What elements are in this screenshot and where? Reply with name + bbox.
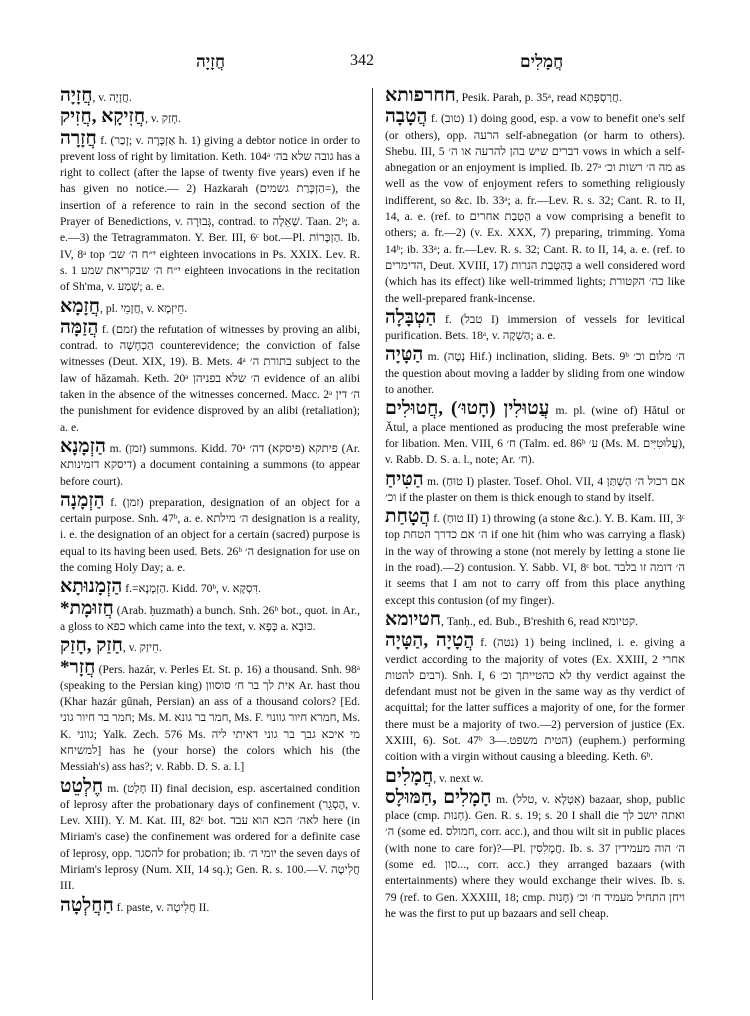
dictionary-entry: [60, 316, 360, 436]
dictionary-entry: [385, 786, 686, 922]
entry-headword: *חֲזוּמָת: [60, 597, 114, 619]
dictionary-entry: [60, 489, 361, 576]
entry-definition: , v. next w.: [433, 771, 484, 785]
dictionary-entry: [385, 468, 685, 507]
left-running-head: חֲזָיָה: [196, 52, 226, 71]
entry-headword: הַזְמָנָה: [60, 489, 105, 511]
dictionary-entry: [60, 894, 360, 916]
column-divider: [372, 88, 373, 1000]
dictionary-entry: [385, 344, 686, 398]
entry-definition: f. (טוב) 1) doing good, esp. a vow to benefit one's self (or others), opp. הרעה self-abnegation (or harm to others). Shebu. III, 5 דברים שיש בהן להרעה או ה׳ vows in which a self-abnegation or an enjoyment is implied. Ib. 27ᵃ מה ה׳ רשות וכ׳ as well as the vow of enjoyment refers to something religiously indifferent, so &c. Ib. 33ᵃ; a. fr.—Lev. R. s. 32; Cant. R. to II, 14, a. e. (ref. to הַטְבַת אחרים a vow comprising a benefit to others; a. fr.—2) (v. Ex. XXX, 7) preparing, trimming. Yoma 14ᵇ; ib. 33ᵃ; a. fr.—Lev. R. s. 32; Cant. R. to II, 14, a. e. (ref. to הדימרים, Deut. XVIII, 17) כְּהַטָּבַת הנרות a well considered word (which has its effect) like well-trimmed lights; כה׳ הקטורת like the well-prepared frank-incense.: [385, 112, 686, 305]
entry-headword: עֲטוּלִין (חָטוּ׳) ,חֲטוּלִים: [385, 398, 550, 420]
page-header: [0, 52, 750, 76]
entry-definition: , pl. חֲזָמֵי, v. חֵיזְמָא.: [100, 301, 188, 315]
entry-headword: הֲטָיָה ,הַטָּיָה: [385, 630, 475, 652]
entry-definition: , v. חֲזָיָה.: [92, 91, 132, 104]
right-running-head: חֲמָלִים: [520, 52, 564, 71]
entry-headword: חֲזָיָה: [60, 85, 93, 106]
entry-definition: , Tanḥ., ed. Bub., B'reshith 6, read קטיומא.: [441, 614, 638, 628]
dictionary-entry: [385, 398, 686, 468]
entry-definition: m. (טלל, v. אִטְלָא) bazaar, shop, public place (cmp. חְנוּת). Gen. R. s. 19; s. 20 I shall die ואתה יושב לך ה׳ (some ed. חמולס, corr. acc.), and thou wilt sit in public places (with none to care for)?—Pl. חֲמָלִסִין. Ib. s. 37 ה׳ הוה מעמידין (some ed. סון..., corr. acc.) they arranged bazaars (with entertainments) where they would exchange their wives. Ib. s. 79 (ref. to Gen. XXXIII, 18; cmp. חָנוּת) ויחן התחיל מעמיד ח׳ וכ׳ he was the first to put up bazaars and sell cheap.: [385, 792, 686, 920]
dictionary-entry: [60, 85, 360, 106]
entry-headword: חָמָלִים ,חַמּוּלָס: [385, 786, 492, 808]
dictionary-entry: [60, 127, 360, 296]
page-number: 342: [350, 52, 374, 69]
entry-definition: f. (זמן) preparation, designation of an object for a certain purpose. Snh. 47ᵇ, a. e. ה׳ מילתא designation is a reality, i. e. the designation of an object for a certain (sacred) purpose is equal to its having been used. Bets. 26ᵇ ה׳ designation for use on the coming Holy Day; a. e.: [60, 495, 361, 575]
entry-definition: m. (זמן) summons. Kidd. 70ᵃ פיתקא (פיסקא) דה׳ (Ar. דיסקא דזמינותא) a document containing a summons (to appear before court).: [60, 441, 360, 488]
entry-headword: חַזַק ,חָזַק: [60, 635, 123, 657]
entry-definition: m. (נָטָה Hif.) inclination, sliding. Bets. 9ᵇ ה׳ מלום וכ׳ the question about moving a ladder by sliding from one window to another.: [385, 350, 686, 397]
entry-headword: הַטִּיחַ: [385, 468, 424, 490]
dictionary-entry: [385, 506, 685, 609]
dictionary-entry: [60, 775, 361, 895]
entry-definition: , v. חָזַק.: [145, 112, 181, 126]
dictionary-entry: [60, 106, 360, 128]
entry-headword: הַטְבָּלָה: [385, 306, 437, 328]
entry-definition: , Pesik. Parah, p. 35ᵃ, read חֲרַסְפְּתָא.: [455, 91, 622, 104]
entry-headword: חֲזָרָה: [60, 127, 97, 149]
dictionary-entry: [385, 306, 685, 345]
dictionary-entry: [385, 106, 686, 307]
dictionary-entry: [60, 597, 360, 636]
entry-definition: f. (נטה) 1) being inclined, i. e. giving a verdict according to the majority of votes (Ex. XXIII, 2 אחרי רבים להטות). Snh. I, 6 לא כהטייתך וכ׳ thy verdict against the defendant must not be given in the same way as thy verdict of acquittal; for the latter suffices a majority of one, for the former there must be a majority of two.—2) perversion of justice (Ex. XXIII, 6). Sot. 47ᵇ הטית משפט.—3) (euphem.) performing coition with a virgin without causing a bleeding. Keth. 6ᵇ.: [385, 636, 686, 764]
entry-headword: חֶלְטֵט: [60, 775, 104, 797]
entry-definition: f. paste, v. חֲלִיטָה II.: [113, 900, 210, 914]
dictionary-entry: [385, 608, 685, 630]
dictionary-entry: [385, 765, 685, 787]
entry-headword: הֲטָחַת: [385, 506, 431, 528]
entry-definition: (Pers. hazár, v. Perles Et. St. p. 16) a thousand. Snh. 98ᵃ (speaking to the Persian king) אית לך בר ח׳ סוסוון Ar. hast thou (Khar hazár gûnah, Persian) an ass of a thousand colors? [Ed. חמר בר חיור גוני; Ms. M. חמר בר גונא, Ms. F. חמרא חיור גוונוי, Ms. K. גווני; Yalk. Zech. 576 Ms. מי איכא גבך בר גוני דאיתי ליה למשיחא] has he (your horse) the colors which his (the Messiah's) ass has?; v. Rabb. D. S. a. l.]: [60, 662, 361, 774]
entry-definition: , v. חֵיזַק.: [122, 641, 162, 655]
dictionary-entry: [60, 656, 361, 776]
entry-headword: הֲטָבָה: [385, 106, 428, 128]
dictionary-entry: [60, 295, 360, 317]
entry-definition: f. (זמם) the refutation of witnesses by proving an alibi, contrad. to הַכְחָשָׁה counterevidence; the conviction of false witnesses (Deut. XIX, 19). B. Mets. 4ᵃ בתורת ה׳ subject to the law of hăzamah. Keth. 20ᵃ ה׳ שלא בפניהן evidence of an alibi taken in the absence of the witnesses concerned. Macc. 2ᵃ ה׳ דין the punishment for evidence disproved by an alibi (retaliation); a. e.: [60, 322, 360, 434]
entry-headword: חַחֲלְטָה: [60, 894, 114, 916]
entry-headword: חֲזָמָא: [60, 295, 101, 317]
entry-definition: m. (חָלַט II) final decision, esp. ascertained condition of leprosy after the probationary days of confinement (הֶסְגֵר, v. Lev. XIII). Y. M. Kat. III, 82ᶜ bot. לאה׳ הכא הוא עבד here (in Miriam's case) the confinement was ordered for a definite case of leprosy, opp. להסגר for probation; ib. יומי ה׳ the seven days of Miriam's leprosy (Num. XII, 14 sq.); Gen. R. s. 100.—V. חֲלִיטָה III.: [60, 781, 361, 893]
entry-headword: חֲמָלִים: [385, 765, 434, 787]
entry-definition: (Arab. ḥuzmath) a bunch. Snh. 26ᵇ bot., quot. in Ar., a gloss to כפא which came into the text, v. כָּפָא a. כּוּבָא.: [60, 603, 360, 633]
entry-definition: f. (זָכַר; v. אַזְכָּרָה h. 1) giving a debtor notice in order to prevent loss of right by limitation. Keth. 104ᵃ גובה שלא בה׳ has a right to collect (after the lapse of twenty five years) even if he has given no notice.— 2) Hazkarah (הַזְכָּרַת גשמים=), the insertion of a reference to rain in the second section of the Prayer of Benedictions, v. גְּבוּרָה, contrad. to שְׁאֵלָה. Taan. 2ᵇ; a. e.—3) the Tetragrammaton. Y. Ber. III, 6ᶜ bot.—Pl. הַזְכָּרוֹת. Ib. IV, 8ᵃ top י״ח ה׳ שב׳ eighteen invocations in Ps. XXIX. Lev. R. s. 1 י״ח ה׳ שבקריאת שמע eighteen invocations in the recitation of Sh'ma, v. שְׁמַע; a. e.: [60, 133, 360, 294]
entry-headword: הַטָּיָה: [385, 344, 424, 366]
entry-headword: הַזְמָנָא: [60, 435, 106, 457]
entry-headword: הַזְמָנוּתָא: [60, 576, 123, 598]
entry-headword: חטיומא: [385, 608, 442, 630]
entry-headword: חחרפותא: [385, 85, 456, 106]
entry-definition: m. (טוּחַ I) plaster. Tosef. Ohol. VII, 4 אם רכול ה׳ הַשְׁתַּן וכ׳ if the plaster on them is thick enough to stand by itself.: [385, 474, 685, 504]
entry-definition: f. (טבל I) immersion of vessels for levitical purification. Bets. 18ᵃ, v. הַשְׁקָה; a. e.: [385, 312, 685, 343]
entry-definition: f. (טוּחַ II) 1) throwing (a stone &c.). Y. B. Kam. III, 3ᶜ top ה׳ אם כדרך הטחת if one hit (him who was carrying a flask) in the way of throwing a stone (not merely by letting a stone lie in the road).—2) contusion. Y. Sabb. VI, 8ᶜ bot. ה׳ דומה זו בלבד it seems that I am not to carry off from this place anything except this contusion (of my finger).: [385, 512, 685, 607]
dictionary-entry: [60, 435, 360, 490]
dictionary-entry: [60, 576, 360, 598]
entry-headword: *חֲזָר: [60, 656, 96, 678]
dictionary-entry: [385, 630, 686, 765]
entry-definition: f.=הַזְמָנָא. Kidd. 70ᵇ, v. דִּסְקָא.: [122, 582, 261, 596]
dictionary-entry: [385, 85, 685, 106]
entry-definition: m. pl. (wine of) Hătul or Ătul, a place mentioned as producing the most preferable wine for libation. Men. VIII, 6 ח׳ (Talm. ed. 86ᵇ ע׳ (Ms. M. עֲלוּטִיִּים), v. Rabb. D. S. a. l., note; Ar. ח׳).: [385, 404, 686, 467]
entry-headword: חֲזִיקָא ,חֲזִיק: [60, 106, 146, 128]
dictionary-entry: [60, 635, 360, 657]
entry-headword: הֲזַמָּה: [60, 316, 99, 338]
right-column: [385, 85, 686, 925]
left-column: [60, 85, 361, 919]
